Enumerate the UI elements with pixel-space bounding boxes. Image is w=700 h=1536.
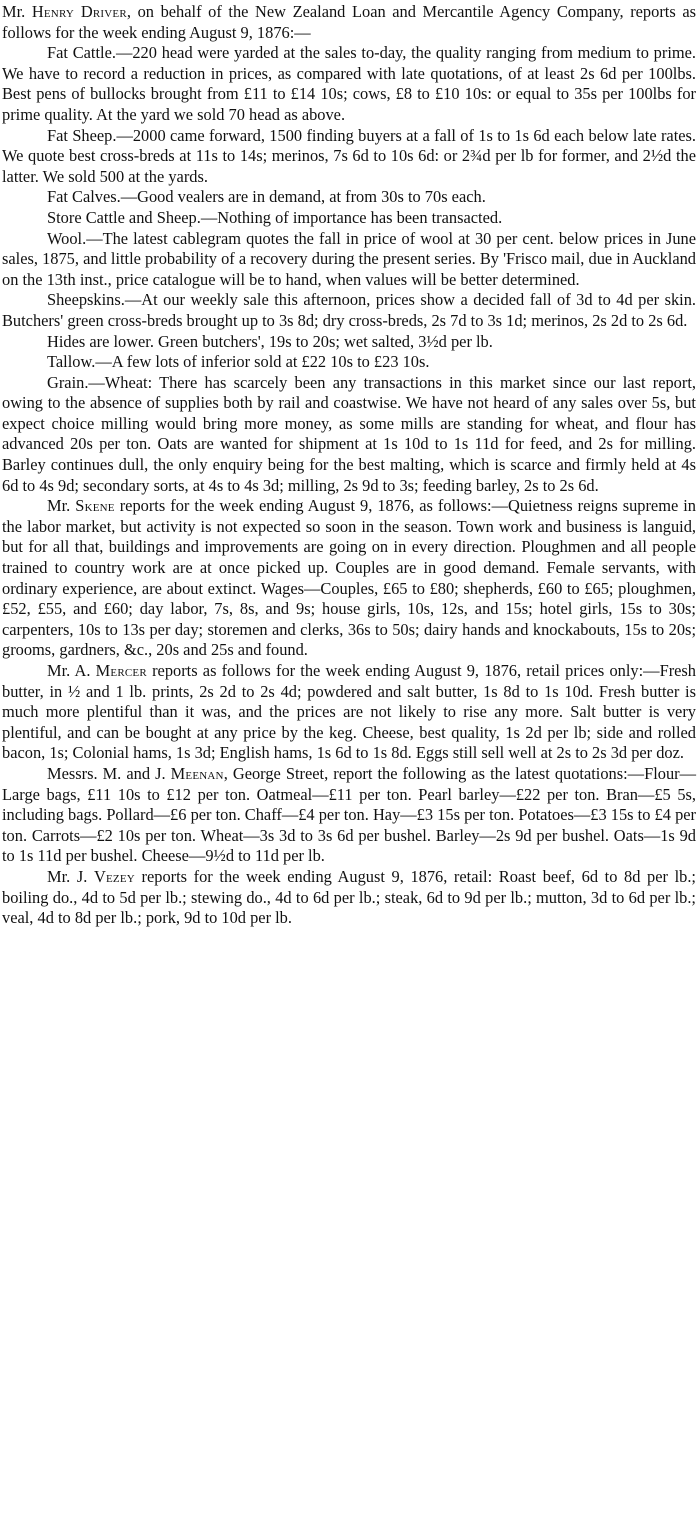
skene-report xyxy=(2,496,696,661)
vezey-body: reports for the week ending August 9, 1876, retail: Roast beef, 6d to 8d per lb.; boiling do., 4d to 5d per lb.; stewing do., 4d to 6d per lb.; steak, 6d to 9d per lb.; mutton, 3d to 6d per lb.; veal, 4d to 8d per lb.; pork, 9d to 10d per lb. xyxy=(2,866,696,928)
meenan-report xyxy=(2,764,696,867)
skene-salutation: Mr. xyxy=(47,496,71,516)
meenan-salutation: Messrs. M. and J. xyxy=(47,763,166,783)
fat-sheep-paragraph: Fat Sheep.—2000 came forward, 1500 finding buyers at a fall of 1s to 1s 6d each below late rates. We quote best cross-breds at 11s to 14s; merinos, 7s 6d to 10s 6d: or 2¾d per lb for former, and 2½d the latter. We sold 500 at the yards. xyxy=(2,125,696,186)
meenan-name: Meenan xyxy=(170,763,224,783)
mercer-body: reports as follows for the week ending August 9, 1876, retail prices only:—Fresh butter, in ½ and 1 lb. prints, 2s 2d to 2s 4d; powdered and salt butter, 1s 8d to 1s 10d. Fresh butter is much more plentiful than it was, and the prices are not likely to rise any more. Salt butter is very plentiful, and can be bought at any price by the keg. Cheese, best quality, 1s 2d per lb; side and rolled bacon, 1s; Colonial hams, 1s 3d; English hams, 1s 6d to 1s 8d. Eggs still sell well at 2s to 2s 3d per doz. xyxy=(2,661,696,763)
skene-name: Skene xyxy=(75,496,115,516)
mercer-name: Mercer xyxy=(95,661,147,680)
wool-paragraph: Wool.—The latest cablegram quotes the fall in price of wool at 30 per cent. below prices in June sales, 1875, and little probability of a recovery during the present series. By 'Frisco mail, due in Auckland on the 13th inst., price catalogue will be to hand, when values will be better determined. xyxy=(2,228,696,289)
driver-salutation: Mr. xyxy=(2,2,26,21)
skene-body: reports for the week ending August 9, 1876, as follows:—Quietness reigns supreme in the labor market, but activity is not expected so soon in the season. Town work and business is languid, but for all that, buildings and improvements are going on in every direction. Ploughmen and all people trained to country work are at once picked up. Couples are in good demand. Female servants, with ordinary experience, are about extinct. Wages—Couples, £65 to £80; shepherds, £60 to £65; ploughmen, £52, £55, and £60; day labor, 7s, 8s, and 9s; house girls, 10s, 12s, and 15s; hotel girls, 15s to 30s; carpenters, 10s to 13s per day; storemen and clerks, 36s to 50s; dairy hands and knockabouts, 15s to 20s; grooms, gardners, &c., 20s and 25s and found. xyxy=(2,496,696,660)
driver-name: Henry Driver xyxy=(31,2,127,21)
vezey-salutation: Mr. J. xyxy=(47,866,88,886)
tallow-paragraph: Tallow.—A few lots of inferior sold at £22 10s to £23 10s. xyxy=(47,352,430,372)
sheepskins-paragraph: Sheepskins.—At our weekly sale this afternoon, prices show a decided fall of 3d to 4d per skin. Butchers' green cross-breds brought up to 3s 8d; dry cross-breds, 2s 7d to 3s 1d; merinos, 2s 2d to 2s 6d. xyxy=(2,290,696,330)
hides-paragraph: Hides are lower. Green butchers', 19s to 20s; wet salted, 3½d per lb. xyxy=(47,331,493,351)
vezey-report xyxy=(2,867,696,929)
store-stock-paragraph: Store Cattle and Sheep.—Nothing of importance has been transacted. xyxy=(47,207,503,227)
mercer-salutation: Mr. A. xyxy=(47,661,91,680)
driver-report-intro xyxy=(2,2,696,43)
meenan-body: , George Street, report the following as the latest quotations:—Flour—Large bags, £11 10s to £12 per ton. Oatmeal—£11 per ton. Pearl barley—£22 per ton. Bran—£5 5s, including bags. Pollard—£6 per ton. Chaff—£4 per ton. Hay—£3 15s per ton. Potatoes—£3 15s to £4 per ton. Carrots—£2 10s per ton. Wheat—3s 3d to 3s 6d per bushel. Barley—2s 9d per bushel. Oats—1s 9d to 1s 11d per bushel. Cheese—9½d to 11d per lb. xyxy=(2,763,696,866)
mercer-report xyxy=(2,661,696,764)
vezey-name: Vezey xyxy=(93,866,135,886)
driver-lead: , on behalf of the New Zealand Loan and Mercantile Agency Company, reports as follows for the week ending August 9, 1876:— xyxy=(2,2,696,42)
fat-calves-paragraph: Fat Calves.—Good vealers are in demand, at from 30s to 70s each. xyxy=(47,187,486,207)
fat-cattle-paragraph: Fat Cattle.—220 head were yarded at the sales to-day, the quality ranging from medium to prime. We have to record a reduction in prices, as compared with late quotations, of at least 2s 6d per 100lbs. Best pens of bullocks brought from £11 to £14 10s; cows, £8 to £10 10s: or equal to 35s per 100lbs for prime quality. At the yard we sold 70 head as above. xyxy=(2,43,696,124)
grain-paragraph: Grain.—Wheat: There has scarcely been any transactions in this market since our last report, owing to the absence of supplies both by rail and coastwise. We have not heard of any sales over 5s, but expect choice milling would bring more money, as some mills are standing for wheat, and flour has advanced 20s per ton. Oats are wanted for shipment at 1s 10d to 1s 11d for feed, and 2s for milling. Barley continues dull, the only enquiry being for the best malting, which is scarce and firmly held at 4s 6d to 4s 9d; secondary sorts, at 4s to 4s 3d; milling, 2s 9d to 3s; feeding barley, 2s to 2s 6d. xyxy=(2,372,696,495)
